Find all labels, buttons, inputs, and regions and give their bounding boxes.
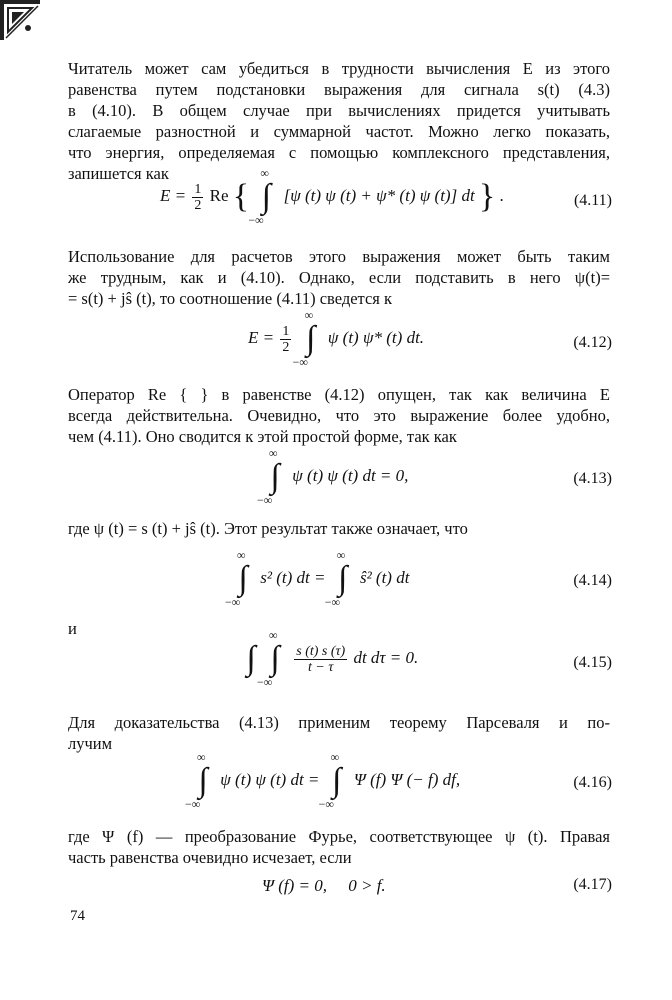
text-line: же трудным, как и (4.10). Однако, если подставить в него ψ(t)= [68, 268, 610, 287]
lower-limit: −∞ [225, 595, 241, 609]
integral-sign: ∞ ∫ −∞ [292, 308, 316, 369]
lower-limit: −∞ [257, 675, 273, 689]
upper-limit: ∞ [330, 750, 340, 764]
text-line: равенства путем подстановки выражения для сигнала s(t) (4.3) [68, 80, 610, 99]
integral-sign: ∫ [246, 640, 256, 677]
text-line: Оператор Re { } в равенстве (4.12) опущен, так как величина E [68, 385, 610, 404]
equation-body [185, 750, 461, 811]
left-brace: { [232, 178, 250, 215]
equation-number: (4.13) [573, 470, 612, 487]
integrand: ψ (t) ψ* (t) dt. [327, 327, 425, 347]
fraction [192, 182, 203, 213]
paragraph-3 [68, 384, 610, 447]
equation-body [257, 446, 409, 507]
paragraph-7 [68, 826, 610, 868]
integral-sign: ∞ ∫ −∞ [324, 548, 348, 609]
integrand-right: ŝ² (t) dt [359, 567, 410, 587]
equation-4-15 [0, 628, 672, 702]
text-line: Использование для расчетов этого выражения может быть таким [68, 247, 610, 266]
equation-body [160, 166, 504, 227]
integrand-right: Ψ (f) Ψ (− f) df, [353, 769, 461, 789]
equation-number: (4.14) [573, 572, 612, 589]
eq-tail: . [499, 185, 504, 205]
equation-body [248, 308, 425, 369]
text-line: Читатель может сам убедиться в трудности вычисления E из этого [68, 59, 610, 78]
integrand-left: s² (t) dt = [260, 567, 326, 587]
equation-number: (4.17) [573, 876, 612, 893]
equation-4-17 [0, 876, 672, 936]
integral-sign: ∞ ∫ −∞ [185, 750, 208, 811]
text-line: = s(t) + jŝ (t), то соотношение (4.11) сведется к [68, 289, 393, 308]
upper-limit: ∞ [197, 750, 206, 764]
text-line: часть равенства очевидно исчезает, если [68, 848, 352, 867]
text-line: слагаемые разностной и суммарной частот. Можно легко показать, [68, 122, 610, 141]
fraction [294, 644, 347, 675]
integral-sign: ∞ ∫ −∞ [248, 166, 271, 227]
equation-4-14 [0, 548, 672, 622]
text-line: и [68, 619, 77, 638]
eq-lhs: E = [248, 327, 275, 347]
integrand: ψ (t) ψ (t) dt = 0, [292, 465, 409, 485]
integral-sign: ∞ ∫ −∞ [225, 548, 248, 609]
page-number: 74 [70, 908, 85, 924]
equation-number: (4.16) [573, 774, 612, 791]
equation-number: (4.12) [573, 334, 612, 351]
fraction-numerator: 1 [194, 181, 202, 197]
upper-limit: ∞ [304, 308, 314, 322]
text-line: всегда действительна. Очевидно, что это выражение более удобно, [68, 406, 610, 425]
integral-sign: ∞ ∫ −∞ [257, 628, 280, 689]
lower-limit: −∞ [324, 595, 341, 609]
lower-limit: −∞ [185, 797, 201, 811]
paragraph-4 [68, 518, 610, 539]
corner-ornament [0, 0, 44, 44]
upper-limit: ∞ [260, 166, 269, 180]
equation-body: Ψ (f) = 0, 0 > f. [262, 876, 386, 895]
equation-4-12 [0, 308, 672, 382]
lower-limit: −∞ [318, 797, 334, 811]
paragraph-1 [68, 58, 610, 184]
upper-limit: ∞ [269, 628, 278, 642]
paragraph-5 [68, 618, 610, 639]
equation-body [240, 628, 419, 689]
paragraph-6 [68, 712, 610, 754]
text-line: где ψ (t) = s (t) + jŝ (t). Этот результат также означает, что [68, 519, 468, 538]
fraction-denominator: 2 [282, 339, 290, 355]
equation-4-16 [0, 750, 672, 824]
eq-tail: dt dτ = 0. [353, 647, 419, 667]
integrand-left: ψ (t) ψ (t) dt = [220, 769, 320, 789]
text-line: где Ψ (f) — преобразование Фурье, соответствующее ψ (t). Правая [68, 827, 610, 846]
re-operator: Re [209, 185, 229, 205]
integrand: [ψ (t) ψ (t) + ψ* (t) ψ (t)] dt [283, 185, 475, 205]
integral-sign: ∞ ∫ −∞ [257, 446, 280, 507]
upper-limit: ∞ [336, 548, 346, 562]
fraction-numerator: s (t) s (τ) [296, 643, 346, 659]
fraction-denominator: t − τ [308, 659, 334, 675]
upper-limit: ∞ [269, 446, 278, 460]
integral-sign: ∞ ∫ −∞ [318, 750, 342, 811]
text-line: в (4.10). В общем случае при вычислениях придется учитывать [68, 101, 610, 120]
eq-lhs: E = [160, 185, 187, 205]
text-line: лучим [68, 734, 113, 753]
lower-limit: −∞ [292, 355, 308, 369]
lower-limit: −∞ [257, 493, 273, 507]
text-line: Для доказательства (4.13) применим теорему Парсеваля и по- [68, 713, 610, 732]
fraction-numerator: 1 [282, 323, 290, 339]
equation-number: (4.15) [573, 654, 612, 671]
fraction [280, 324, 291, 355]
equation-4-13 [0, 446, 672, 520]
equation-number: (4.11) [573, 192, 612, 209]
right-brace: } [478, 178, 496, 215]
lower-limit: −∞ [248, 213, 264, 227]
text-line: что энергия, определяемая с помощью комплексного представления, [68, 143, 610, 162]
text-line: запишется как [68, 164, 169, 183]
text-line: чем (4.11). Оно сводится к этой простой форме, так как [68, 427, 457, 446]
upper-limit: ∞ [237, 548, 246, 562]
equation-body [225, 548, 410, 609]
paragraph-2 [68, 246, 610, 309]
fraction-denominator: 2 [194, 197, 202, 213]
